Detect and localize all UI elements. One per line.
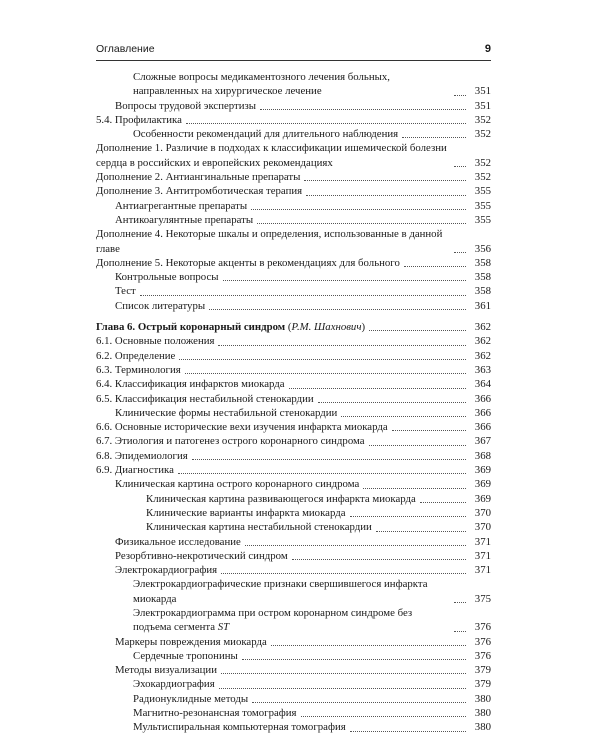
toc-entry-title: Список литературы — [115, 299, 206, 312]
page-number: 9 — [484, 43, 491, 55]
toc-entry-title: 6.1. Основные положения — [96, 335, 215, 348]
toc-entry[interactable] — [96, 334, 491, 348]
toc-entry-title: Электрокардиографические признаки свершившегося инфаркта миокарда — [133, 578, 428, 605]
toc-entry-title: 6.5. Классификация нестабильной стенокардии — [96, 392, 314, 405]
toc-entry[interactable] — [96, 506, 491, 520]
toc-page-number: 368 — [474, 449, 491, 462]
toc-entry-title: 6.8. Эпидемиология — [96, 449, 188, 462]
toc-entry-title: Эхокардиография — [133, 678, 215, 691]
toc-entry[interactable] — [96, 420, 491, 434]
toc-entry[interactable] — [96, 663, 491, 677]
toc-entry[interactable] — [96, 606, 491, 635]
page-header — [96, 43, 491, 59]
toc-entry[interactable] — [96, 70, 491, 99]
dot-leader — [221, 673, 466, 674]
toc-page-number: 358 — [474, 271, 491, 284]
toc-entry[interactable] — [96, 649, 491, 663]
dot-leader — [223, 280, 467, 281]
dot-leader — [221, 573, 466, 574]
dot-leader — [454, 631, 466, 632]
table-of-contents — [96, 70, 491, 735]
dot-leader — [363, 488, 466, 489]
toc-page-number: 355 — [474, 213, 491, 226]
toc-entry-title: Дополнение 4. Некоторые шкалы и определения, использованные в данной главе — [96, 228, 443, 255]
toc-entry-title: Методы визуализации — [115, 664, 217, 677]
dot-leader — [301, 716, 466, 717]
toc-entry[interactable] — [96, 563, 491, 577]
dot-leader — [350, 516, 467, 517]
toc-page-number: 369 — [474, 492, 491, 505]
toc-entry[interactable] — [96, 284, 491, 298]
toc-page-number: 379 — [474, 678, 491, 691]
toc-entry[interactable] — [96, 449, 491, 463]
toc-entry[interactable] — [96, 635, 491, 649]
chapter-title: Глава 6. Острый коронарный синдром — [96, 321, 286, 334]
toc-entry-title: Контрольные вопросы — [115, 271, 219, 284]
toc-page-number: 364 — [474, 378, 491, 391]
dot-leader — [392, 430, 466, 431]
toc-entry[interactable] — [96, 141, 491, 170]
toc-entry-title: Сердечные тропонины — [133, 649, 238, 662]
toc-entry-title: Сложные вопросы медикаментозного лечения больных, направленных на хирургическое лечение — [133, 71, 390, 98]
toc-entry[interactable] — [96, 406, 491, 420]
toc-entry-title: 5.4. Профилактика — [96, 113, 182, 126]
toc-page-number: 362 — [474, 335, 491, 348]
toc-entry[interactable] — [96, 677, 491, 691]
toc-entry[interactable] — [96, 184, 491, 198]
toc-entry[interactable] — [96, 113, 491, 127]
toc-page-number: 376 — [474, 621, 491, 634]
toc-entry[interactable] — [96, 577, 491, 606]
toc-page-number: 352 — [474, 171, 491, 184]
toc-entry-title: Тест — [115, 285, 136, 298]
dot-leader — [454, 252, 466, 253]
toc-entry-title: Электрокардиограмма при остром коронарном синдроме без подъема сегмента ST — [133, 606, 413, 634]
toc-entry-title: Клиническая картина развивающегося инфаркта миокарда — [146, 492, 416, 505]
toc-page-number: 362 — [474, 321, 491, 334]
toc-entry[interactable] — [96, 363, 491, 377]
running-title: Оглавление — [96, 43, 155, 55]
toc-entry-title: 6.4. Классификация инфарктов миокарда — [96, 378, 285, 391]
toc-entry-title: Антикоагулянтные препараты — [115, 213, 254, 226]
dot-leader — [179, 359, 466, 360]
dot-leader — [402, 137, 466, 138]
toc-entry[interactable] — [96, 392, 491, 406]
toc-entry[interactable] — [96, 535, 491, 549]
toc-entry-title: Дополнение 1. Различие в подходах к классификации ишемической болезни сердца в российских и европейских рекомендациях — [96, 142, 447, 169]
toc-entry[interactable] — [96, 706, 491, 720]
dot-leader — [185, 373, 466, 374]
dot-leader — [209, 309, 466, 310]
dot-leader — [271, 645, 466, 646]
toc-entry[interactable] — [96, 299, 491, 313]
toc-page-number: 370 — [474, 521, 491, 534]
toc-page-number: 370 — [474, 506, 491, 519]
dot-leader — [420, 502, 466, 503]
dot-leader — [192, 459, 466, 460]
dot-leader — [178, 473, 466, 474]
toc-page-number: 362 — [474, 349, 491, 362]
toc-page-number: 369 — [474, 464, 491, 477]
toc-entry-title: 6.7. Этиология и патогенез острого коронарного синдрома — [96, 435, 365, 448]
toc-page-number: 361 — [474, 299, 491, 312]
dot-leader — [304, 180, 466, 181]
toc-entry-title: Особенности рекомендаций для длительного наблюдения — [133, 128, 399, 141]
dot-leader — [186, 123, 466, 124]
toc-entry[interactable] — [96, 377, 491, 391]
toc-entry[interactable] — [96, 463, 491, 477]
toc-page-number: 351 — [474, 85, 491, 98]
toc-entry-title: Клиническая картина нестабильной стенокардии — [146, 521, 372, 534]
toc-entry[interactable] — [96, 549, 491, 563]
toc-entry-title: Радионуклидные методы — [133, 692, 249, 705]
dot-leader — [140, 295, 466, 296]
toc-entry-title: Вопросы трудовой экспертизы — [115, 99, 257, 112]
toc-entry[interactable] — [96, 692, 491, 706]
toc-entry[interactable] — [96, 199, 491, 213]
dot-leader — [404, 266, 466, 267]
toc-entry[interactable] — [96, 477, 491, 491]
toc-page-number: 358 — [474, 285, 491, 298]
dot-leader — [369, 445, 466, 446]
toc-entry[interactable] — [96, 99, 491, 113]
toc-entry-title: Физикальное исследование — [115, 535, 241, 548]
dot-leader — [219, 688, 466, 689]
dot-leader — [245, 545, 466, 546]
chapter-author: Р.М. Шахнович — [291, 321, 362, 334]
dot-leader — [252, 702, 466, 703]
toc-page-number: 371 — [474, 549, 491, 562]
toc-entry[interactable] — [96, 349, 491, 363]
toc-entry-title: Клинические формы нестабильной стенокардии — [115, 406, 338, 419]
toc-page-number: 358 — [474, 256, 491, 269]
dot-leader — [350, 731, 466, 732]
dot-leader — [454, 95, 466, 96]
toc-entry-title: 6.9. Диагностика — [96, 464, 174, 477]
dot-leader — [251, 209, 466, 210]
toc-entry-title: 6.6. Основные исторические вехи изучения инфаркта миокарда — [96, 421, 388, 434]
header-rule — [96, 60, 491, 61]
toc-entry-title: 6.2. Определение — [96, 349, 176, 362]
toc-entry[interactable] — [96, 270, 491, 284]
toc-page-number: 369 — [474, 478, 491, 491]
toc-page-number: 375 — [474, 592, 491, 605]
dot-leader — [376, 531, 466, 532]
toc-entry[interactable] — [96, 127, 491, 141]
toc-page-number: 355 — [474, 185, 491, 198]
toc-page-number: 379 — [474, 664, 491, 677]
dot-leader — [369, 330, 466, 331]
toc-page-number: 351 — [474, 99, 491, 112]
toc-entry-title: Магнитно-резонансная томография — [133, 707, 297, 720]
dot-leader — [218, 345, 466, 346]
toc-entry-title: Дополнение 5. Некоторые акценты в рекомендациях для больного — [96, 256, 400, 269]
toc-entry[interactable] — [96, 520, 491, 534]
toc-page-number: 380 — [474, 707, 491, 720]
toc-page-number: 376 — [474, 649, 491, 662]
dot-leader — [289, 388, 466, 389]
dot-leader — [341, 416, 466, 417]
toc-page-number: 352 — [474, 128, 491, 141]
toc-entry-title: 6.3. Терминология — [96, 363, 181, 376]
toc-entry-title: Дополнение 2. Антиангинальные препараты — [96, 171, 301, 184]
toc-page-number: 352 — [474, 156, 491, 169]
toc-entry-title: Дополнение 3. Антитромботическая терапия — [96, 185, 303, 198]
toc-page-number: 363 — [474, 363, 491, 376]
dot-leader — [260, 109, 466, 110]
toc-page-number: 366 — [474, 406, 491, 419]
toc-page-number: 367 — [474, 435, 491, 448]
toc-entry-title: Маркеры повреждения миокарда — [115, 635, 267, 648]
toc-entry-title: Глава 6. Острый коронарный синдром (Р.М. Шахнович) — [96, 321, 366, 334]
toc-entry[interactable] — [96, 227, 491, 256]
toc-entry-title: Мультиспиральная компьютерная томография — [133, 721, 346, 734]
toc-entry[interactable] — [96, 434, 491, 448]
toc-page-number: 366 — [474, 421, 491, 434]
dot-leader — [454, 166, 466, 167]
dot-leader — [318, 402, 466, 403]
toc-entry[interactable] — [96, 170, 491, 184]
toc-page-number: 352 — [474, 113, 491, 126]
toc-entry-title: Антиагрегантные препараты — [115, 199, 248, 212]
toc-page-number: 366 — [474, 392, 491, 405]
dot-leader — [454, 602, 466, 603]
toc-page-number: 371 — [474, 535, 491, 548]
toc-entry-title: Электрокардиография — [115, 564, 218, 577]
dot-leader — [306, 195, 466, 196]
toc-page-number: 380 — [474, 721, 491, 734]
toc-entry[interactable] — [96, 720, 491, 734]
toc-page-number: 371 — [474, 564, 491, 577]
toc-entry[interactable] — [96, 256, 491, 270]
toc-entry-title: Клинические варианты инфаркта миокарда — [146, 506, 346, 519]
dot-leader — [257, 223, 466, 224]
toc-entry-title: Клиническая картина острого коронарного синдрома — [115, 478, 360, 491]
toc-entry[interactable] — [96, 320, 491, 334]
toc-entry[interactable] — [96, 213, 491, 227]
toc-page-number: 355 — [474, 199, 491, 212]
toc-page-number: 356 — [474, 242, 491, 255]
toc-entry[interactable] — [96, 492, 491, 506]
toc-page-number: 376 — [474, 635, 491, 648]
dot-leader — [292, 559, 466, 560]
toc-entry-title: Резорбтивно-некротический синдром — [115, 549, 288, 562]
dot-leader — [242, 659, 466, 660]
toc-page-number: 380 — [474, 692, 491, 705]
